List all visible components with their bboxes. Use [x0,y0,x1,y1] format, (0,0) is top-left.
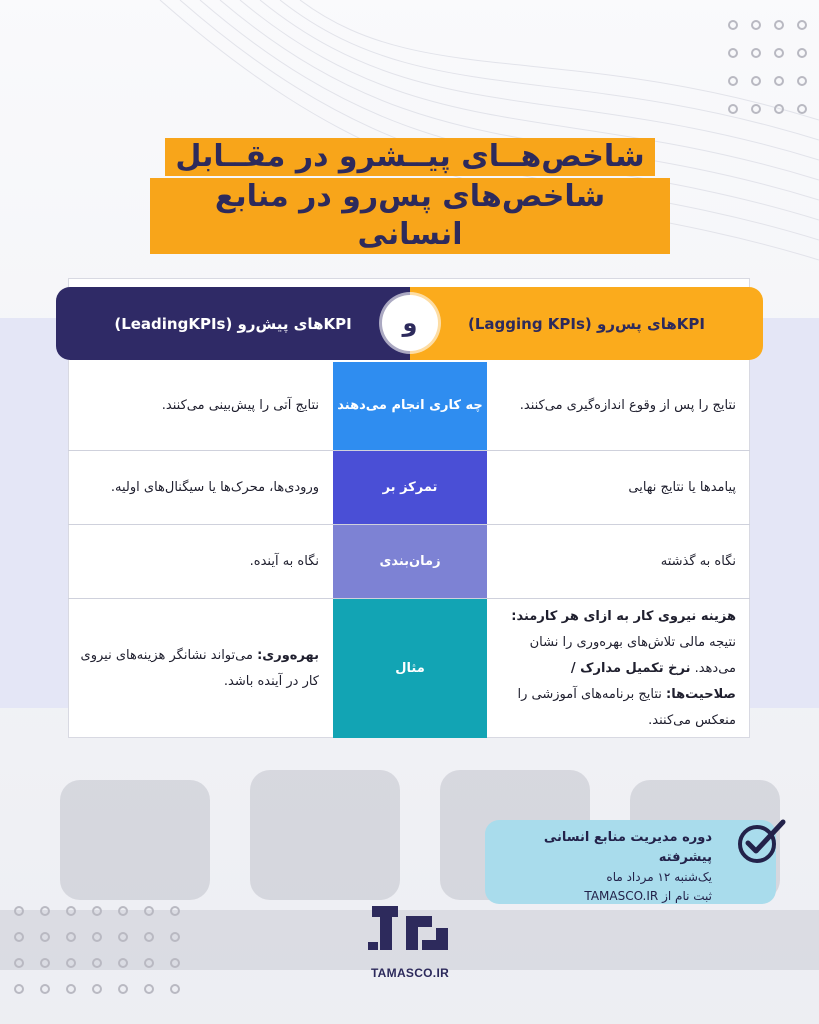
row-2-category-label: تمرکز بر [382,479,438,495]
row-4-lagging-bold-2: نرخ تکمیل مدارک / صلاحیت‌ها: [570,660,736,702]
promo-date: یک‌شنبه ۱۲ مرداد ماه [606,870,712,884]
row-divider [68,598,750,599]
row-3-lagging-text: نگاه به گذشته [660,553,736,569]
header-lagging [410,287,763,360]
title-line-1: شاخص‌هــای پیــشرو در مقــابل [165,138,654,176]
row-4-leading [68,599,333,738]
row-1-lagging [487,362,750,450]
row-2-leading-text: ورودی‌ها، محرک‌ها یا سیگنال‌های اولیه. [110,479,319,495]
row-1-category [333,362,487,450]
decorative-dots-bottom-left [14,906,194,1002]
vs-badge [382,295,438,351]
check-circle-icon [733,812,789,868]
row-divider [68,450,750,451]
row-1-leading-text: نتایج آتی را پیش‌بینی می‌کنند. [161,398,319,413]
row-2-lagging-text: پیامدها یا نتایج نهایی [628,479,736,495]
row-divider [68,524,750,525]
row-4-leading-text: می‌تواند نشانگر هزینه‌های نیروی کار در آینده باشد. [80,647,319,689]
row-4-lagging-bold-1: هزینه نیروی کار به ازای هر کارمند: [511,608,736,624]
row-2-leading [68,451,333,524]
row-4-lagging-text-1: نتیجه مالی تلاش‌های بهره‌وری را نشان می‌دهد. [529,634,736,676]
row-2-lagging [487,451,750,524]
title-line-2: شاخص‌های پس‌رو در منابع انسانی [150,178,670,254]
row-4-leading-content [78,643,319,695]
row-2-category [333,451,487,524]
row-1-category-label: چه کاری انجام می‌دهند [337,398,483,413]
row-4-category-label: مثال [395,660,425,676]
row-3-leading-text: نگاه به آینده. [249,553,319,569]
row-4-lagging [487,599,750,738]
header-leading [56,287,410,360]
row-4-leading-bold: بهره‌وری: [257,647,319,663]
row-1-leading [68,362,333,450]
page-title [150,138,670,256]
header-leading-label: KPIهای پیش‌رو (LeadingKPIs) [114,314,352,333]
row-4-lagging-text-2: نتایج برنامه‌های آموزشی را منعکس می‌کنند. [517,686,736,728]
row-4-lagging-content [497,604,736,734]
row-3-leading [68,525,333,598]
row-1-lagging-text: نتایج را پس از وقوع اندازه‌گیری می‌کنند. [519,398,736,413]
vs-label: و [402,309,418,337]
promo-title: دوره مدیریت منابع انسانی پیشرفته [543,830,712,865]
promo-register[interactable]: ثبت نام از TAMASCO.IR [584,889,712,903]
row-3-category [333,525,487,598]
header-lagging-label: KPIهای پس‌رو (Lagging KPIs) [468,314,705,333]
logo-text[interactable]: TAMASCO.IR [370,966,450,980]
row-3-lagging [487,525,750,598]
row-3-category-label: زمان‌بندی [379,553,441,569]
decorative-dots-top-right [728,20,808,120]
row-4-category [333,599,487,738]
